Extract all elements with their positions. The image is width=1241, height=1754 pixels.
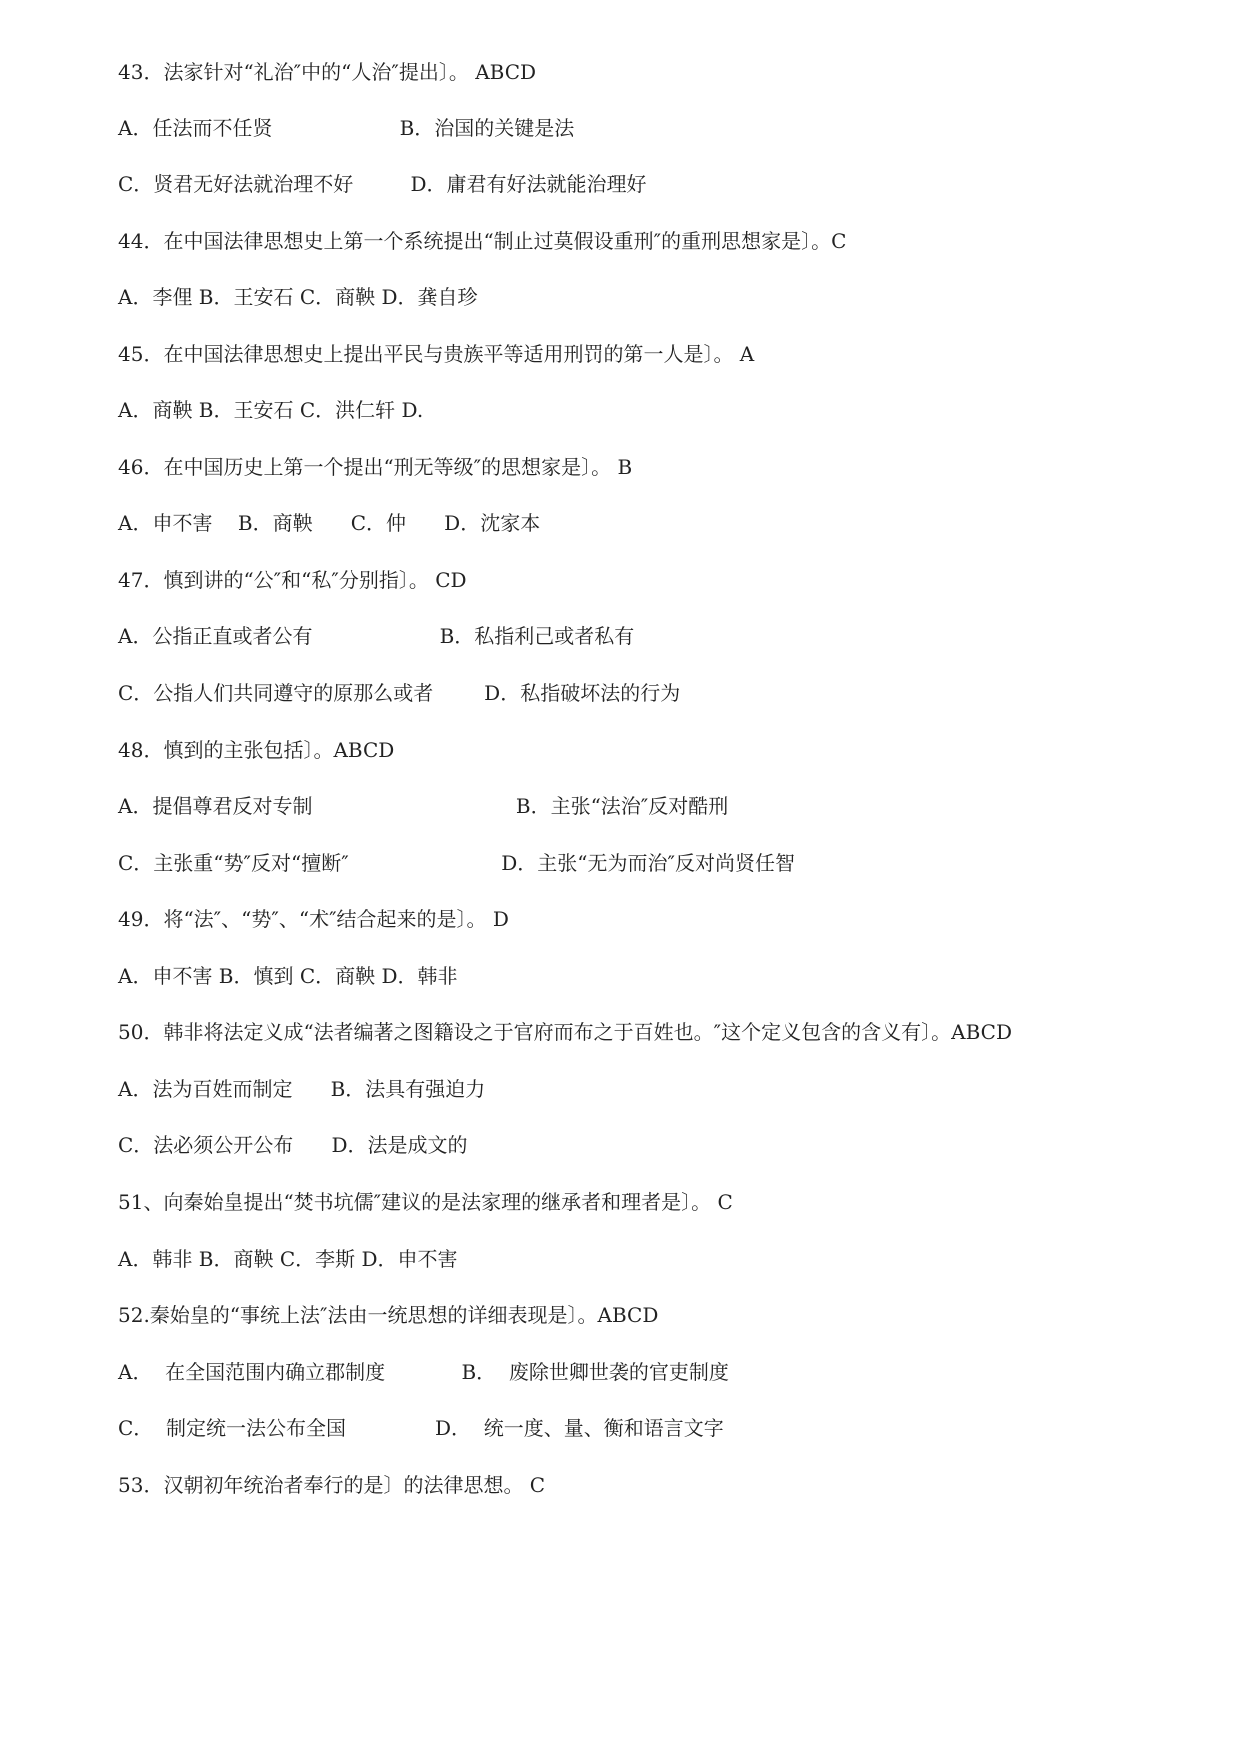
question-47: 47．慎到讲的“公″和“私″分别指〕。 CD <box>118 568 467 592</box>
options-43-cd: C．贤君无好法就治理不好 D．庸君有好法就能治理好 <box>118 172 647 196</box>
options-45: A．商鞅 B．王安石 C．洪仁轩 D. <box>118 398 424 422</box>
options-49: A．申不害 B．慎到 C．商鞅 D．韩非 <box>118 964 458 988</box>
options-50-cd: C．法必须公开公布 D．法是成文的 <box>118 1133 468 1157</box>
question-50: 50．韩非将法定义成“法者编著之图籍设之于官府而布之于百姓也。″这个定义包含的含义有〕。ABCD <box>118 1020 1012 1044</box>
question-46: 46．在中国历史上第一个提出“刑无等级″的思想家是〕。 B <box>118 455 633 479</box>
options-48-ab: A．提倡尊君反对专制 B．主张“法治″反对酷刑 <box>118 794 729 818</box>
question-45: 45．在中国法律思想史上提出平民与贵族平等适用刑罚的第一人是〕。 A <box>118 342 755 366</box>
options-43-ab: A．任法而不任贤 B．治国的关键是法 <box>118 116 575 140</box>
options-46: A．申不害 B．商鞅 C．仲 D．沈家本 <box>118 511 541 535</box>
options-50-ab: A．法为百姓而制定 B．法具有强迫力 <box>118 1077 486 1101</box>
options-47-ab: A．公指正直或者公有 B．私指利己或者私有 <box>118 624 635 648</box>
question-48: 48．慎到的主张包括〕。ABCD <box>118 738 395 762</box>
question-52: 52.秦始皇的“事统上法″法由一统思想的详细表现是〕。ABCD <box>118 1303 659 1327</box>
question-43: 43．法家针对“礼治″中的“人治″提出〕。 ABCD <box>118 60 537 84</box>
question-44: 44．在中国法律思想史上第一个系统提出“制止过莫假设重刑″的重刑思想家是〕。C <box>118 229 847 253</box>
question-51: 51、向秦始皇提出“焚书坑儒″建议的是法家理的继承者和理者是〕。 C <box>118 1190 733 1214</box>
question-49: 49．将“法″、“势″、“术″结合起来的是〕。 D <box>118 907 509 931</box>
options-52-ab: A． 在全国范围内确立郡制度 B． 废除世卿世袭的官吏制度 <box>118 1360 729 1384</box>
options-52-cd: C． 制定统一法公布全国 D． 统一度、量、衡和语言文字 <box>118 1416 724 1440</box>
options-51: A．韩非 B．商鞅 C．李斯 D．申不害 <box>118 1247 458 1271</box>
options-44: A．李俚 B．王安石 C．商鞅 D．龚自珍 <box>118 285 478 309</box>
options-47-cd: C．公指人们共同遵守的原那么或者 D．私指破坏法的行为 <box>118 681 681 705</box>
options-48-cd: C．主张重“势″反对“擅断″ D．主张“无为而治″反对尚贤任智 <box>118 851 796 875</box>
question-53: 53．汉朝初年统治者奉行的是〕的法律思想。 C <box>118 1473 546 1497</box>
